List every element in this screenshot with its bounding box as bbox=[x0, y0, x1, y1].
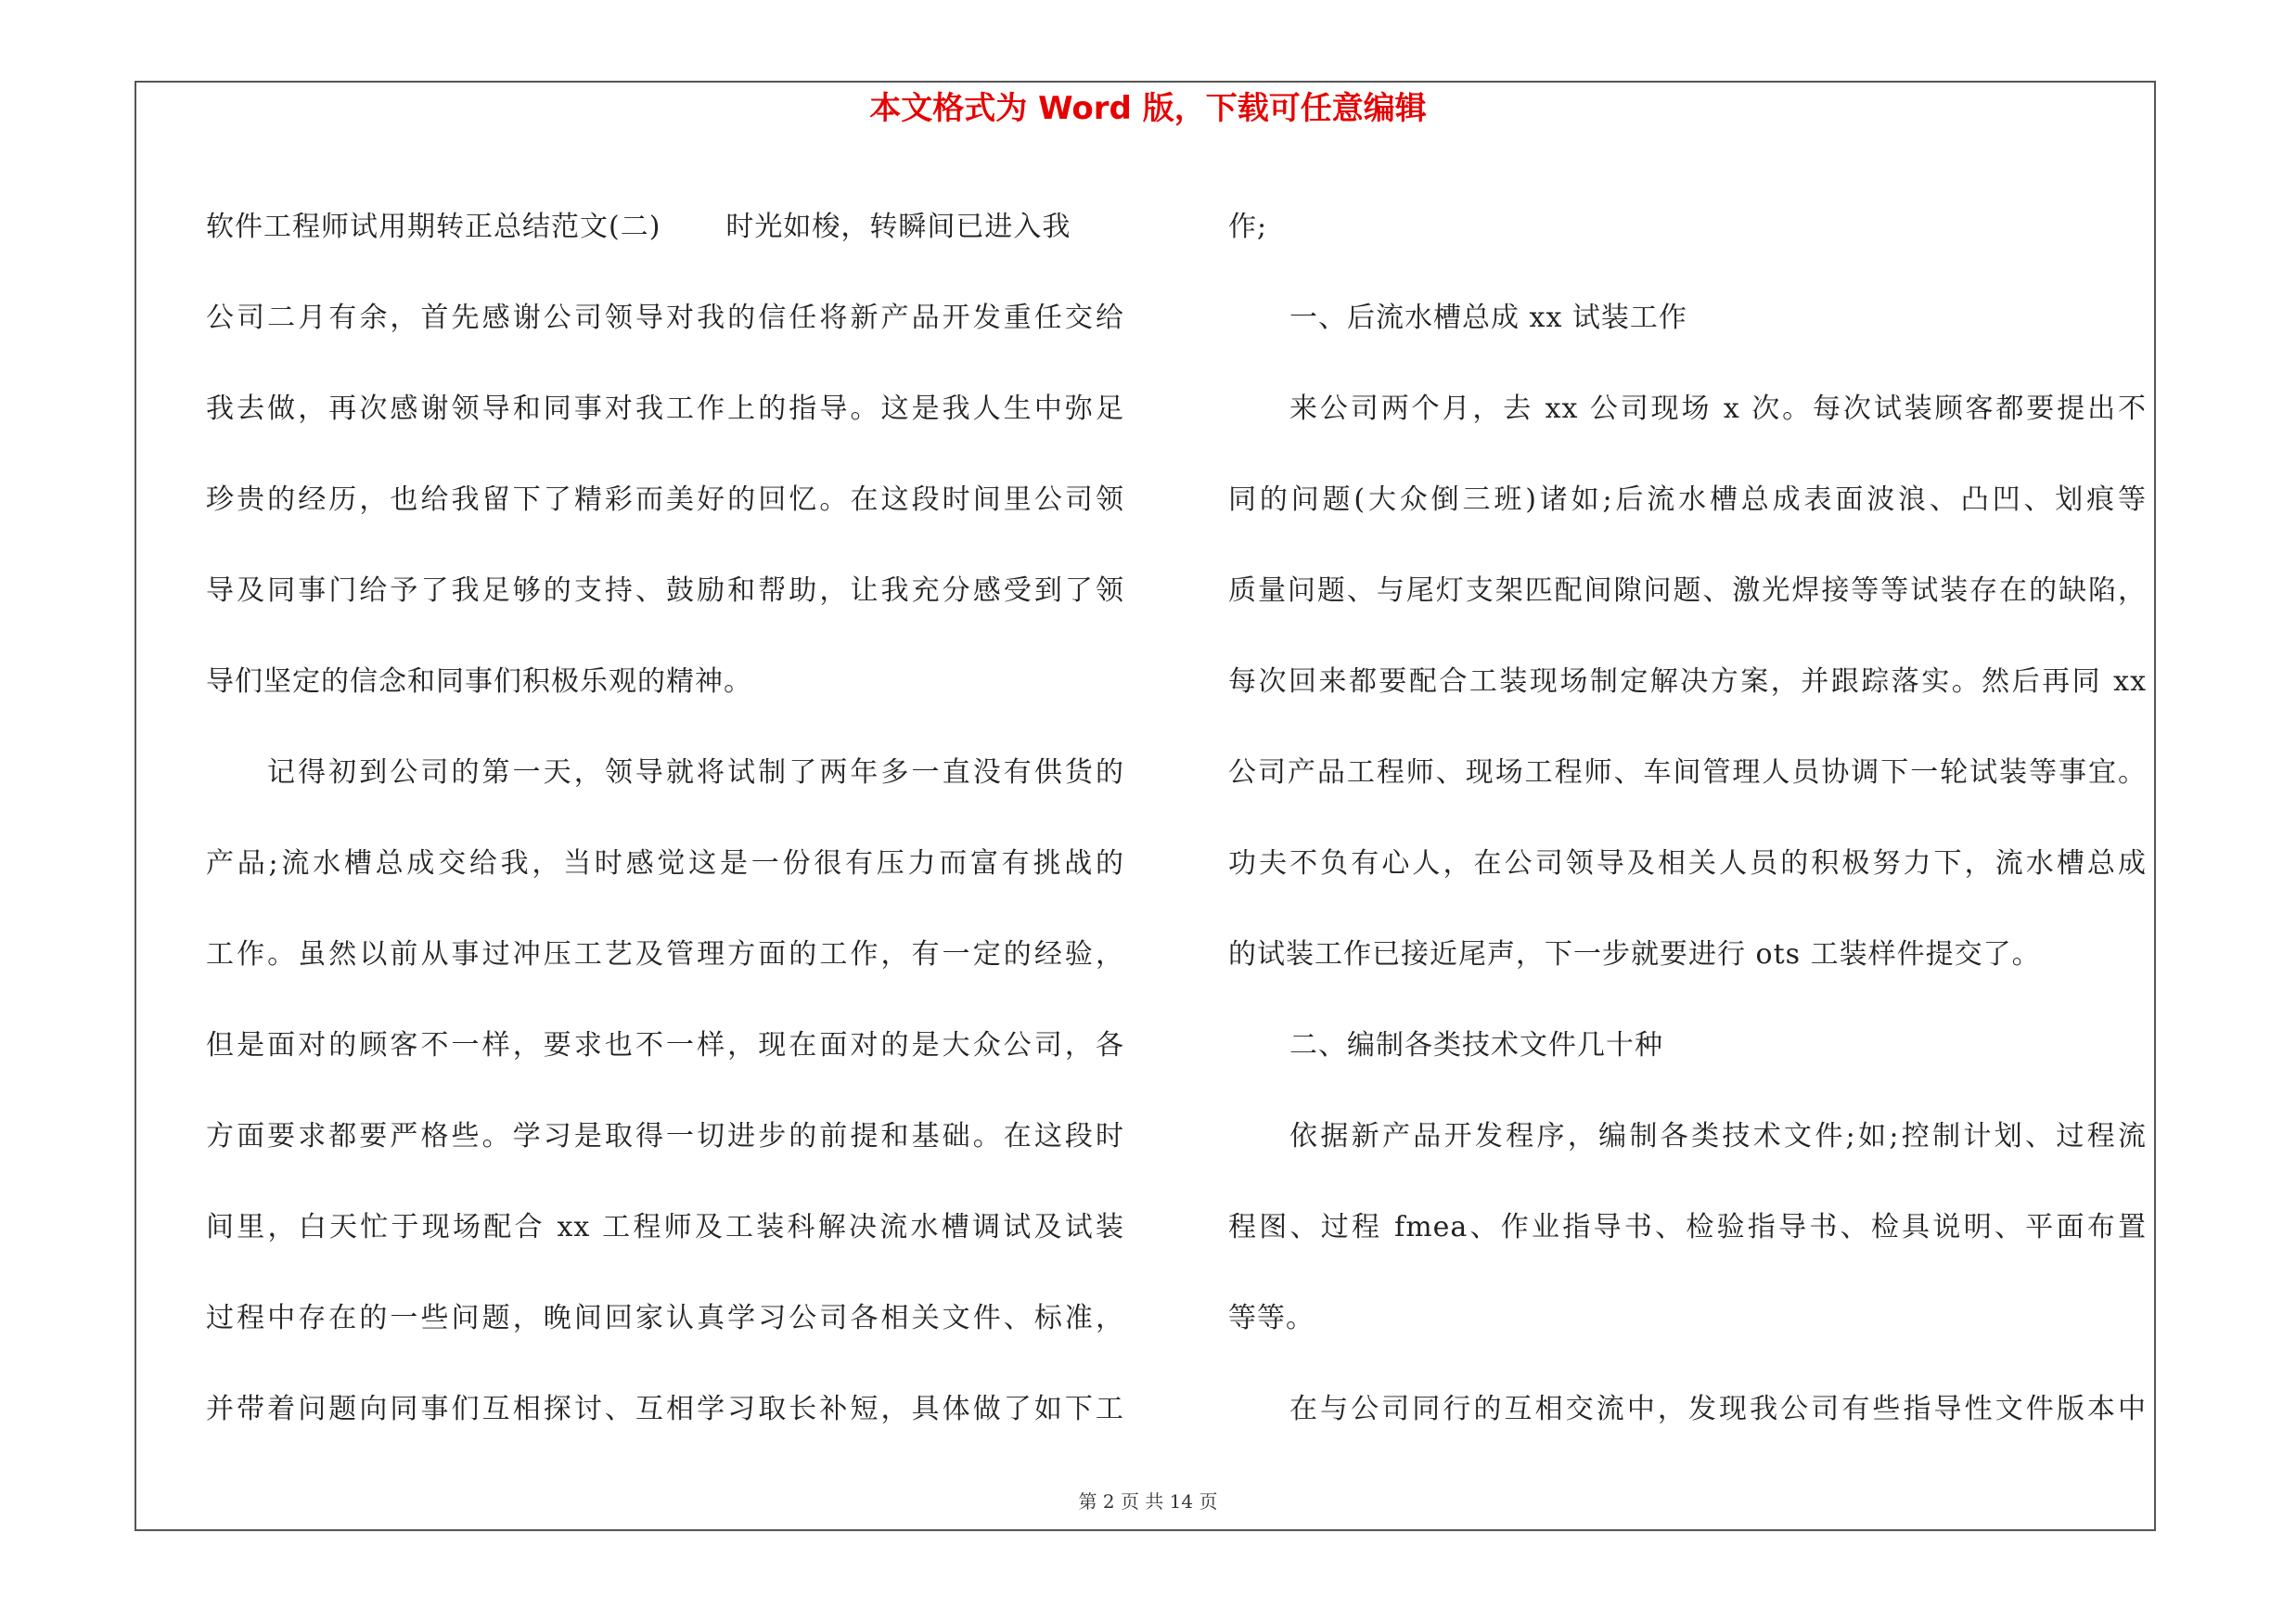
paragraph-line: 导们坚定的信念和同事们积极乐观的精神。 bbox=[206, 665, 752, 698]
paragraph-line: 方面要求都要严格些。学习是取得一切进步的前提和基础。在这段时 bbox=[206, 1120, 1124, 1153]
left-text-column bbox=[206, 182, 1124, 1455]
title-line bbox=[206, 182, 1124, 273]
paragraph-line: 但是面对的顾客不一样，要求也不一样，现在面对的是大众公司，各 bbox=[206, 1029, 1124, 1062]
page-number-footer: 第 2 页 共 14 页 bbox=[1078, 1490, 1218, 1513]
format-notice-banner: 本文格式为 Word 版，下载可任意编辑 bbox=[869, 90, 1427, 127]
paragraph-line: 产品;流水槽总成交给我，当时感觉这是一份很有压力而富有挑战的 bbox=[206, 847, 1124, 880]
paragraph-line: 等等。 bbox=[1228, 1302, 1315, 1334]
paragraph-line: 同的问题(大众倒三班)诸如;后流水槽总成表面波浪、凸凹、划痕等 bbox=[1228, 483, 2147, 516]
document-title: 软件工程师试用期转正总结范文(二) bbox=[206, 211, 661, 243]
paragraph-line: 间里，白天忙于现场配合 xx 工程师及工装科解决流水槽调试及试装 bbox=[206, 1211, 1124, 1243]
paragraph-line: 作; bbox=[1228, 211, 1268, 243]
paragraph-line: 过程中存在的一些问题，晚间回家认真学习公司各相关文件、标准， bbox=[206, 1302, 1124, 1334]
paragraph-line: 来公司两个月，去 xx 公司现场 x 次。每次试装顾客都要提出不 bbox=[1289, 393, 2147, 425]
paragraph-line: 工作。虽然以前从事过冲压工艺及管理方面的工作，有一定的经验， bbox=[206, 938, 1124, 971]
paragraph-line: 功夫不负有心人，在公司领导及相关人员的积极努力下，流水槽总成 bbox=[1228, 847, 2147, 880]
paragraph-line: 珍贵的经历，也给我留下了精彩而美好的回忆。在这段时间里公司领 bbox=[206, 483, 1124, 516]
paragraph-line: 记得初到公司的第一天，领导就将试制了两年多一直没有供货的 bbox=[267, 756, 1124, 789]
paragraph-line: 在与公司同行的互相交流中，发现我公司有些指导性文件版本中 bbox=[1289, 1393, 2147, 1425]
section-heading: 二、编制各类技术文件几十种 bbox=[1289, 1029, 1663, 1062]
paragraph-line: 质量问题、与尾灯支架匹配间隙问题、激光焊接等等试装存在的缺陷， bbox=[1228, 574, 2147, 607]
paragraph-line: 的试装工作已接近尾声，下一步就要进行 ots 工装样件提交了。 bbox=[1228, 938, 2041, 971]
paragraph-line: 并带着问题向同事们互相探讨、互相学习取长补短，具体做了如下工 bbox=[206, 1393, 1124, 1425]
section-heading: 一、后流水槽总成 xx 试装工作 bbox=[1289, 302, 1687, 334]
paragraph-line: 导及同事门给予了我足够的支持、鼓励和帮助，让我充分感受到了领 bbox=[206, 574, 1124, 607]
paragraph-line: 依据新产品开发程序，编制各类技术文件;如;控制计划、过程流 bbox=[1289, 1120, 2147, 1153]
right-text-column bbox=[1228, 182, 2147, 1455]
paragraph-line: 公司二月有余，首先感谢公司领导对我的信任将新产品开发重任交给 bbox=[206, 302, 1124, 334]
paragraph-line: 程图、过程 fmea、作业指导书、检验指导书、检具说明、平面布置 bbox=[1228, 1211, 2147, 1243]
paragraph-line: 我去做，再次感谢领导和同事对我工作上的指导。这是我人生中弥足 bbox=[206, 393, 1124, 425]
paragraph-line: 时光如梭，转瞬间已进入我 bbox=[725, 211, 1071, 243]
paragraph-line: 每次回来都要配合工装现场制定解决方案，并跟踪落实。然后再同 xx bbox=[1228, 665, 2147, 698]
paragraph-line: 公司产品工程师、现场工程师、车间管理人员协调下一轮试装等事宜。 bbox=[1228, 756, 2147, 789]
